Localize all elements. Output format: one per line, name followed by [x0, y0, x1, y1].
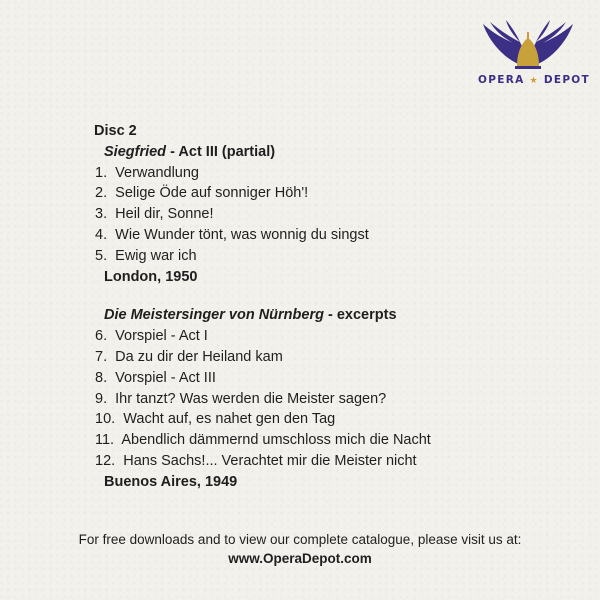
footer-text: For free downloads and to view our complete catalogue, please visit us at:	[78, 532, 522, 547]
track-item	[94, 389, 564, 410]
logo-wordmark	[478, 74, 591, 86]
track-title: Vorspiel - Act III	[115, 369, 216, 386]
track-number: 8.	[95, 369, 108, 386]
tracklist	[94, 121, 564, 493]
winged-dome-icon	[478, 18, 578, 74]
recording-venue: Buenos Aires, 1949	[104, 473, 238, 490]
track-item	[94, 204, 564, 225]
track-title: Vorspiel - Act I	[115, 328, 208, 345]
work-name: Die Meistersinger von Nürnberg	[104, 307, 324, 324]
work-separator: -	[166, 143, 179, 160]
track-item	[94, 451, 564, 472]
logo-word-depot: DEPOT	[543, 74, 591, 86]
track-number: 5.	[95, 247, 108, 264]
work-separator: -	[323, 307, 337, 324]
work-section: excerpts	[336, 307, 397, 324]
logo-star-icon: ★	[529, 76, 539, 86]
website-link[interactable]: www.OperaDepot.com	[228, 551, 372, 566]
recording-venue: London, 1950	[104, 268, 198, 285]
track-title: Ihr tanzt? Was werden die Meister sagen?	[115, 390, 387, 407]
track-title: Hans Sachs!... Verachtet mir die Meister nicht	[123, 452, 417, 469]
track-number: 3.	[95, 206, 108, 223]
track-number: 12.	[95, 452, 116, 469]
track-item	[94, 163, 564, 184]
track-number: 4.	[95, 226, 108, 243]
track-number: 6.	[95, 328, 108, 345]
track-item	[94, 183, 564, 204]
work-section: Act III (partial)	[178, 143, 276, 160]
track-title: Da zu dir der Heiland kam	[115, 348, 283, 365]
disc-title: Disc 2	[94, 123, 137, 139]
track-title: Selige Öde auf sonniger Höh'!	[115, 185, 309, 202]
track-title: Ewig war ich	[115, 247, 197, 264]
track-item	[94, 347, 564, 368]
track-number: 2.	[95, 185, 108, 202]
work-heading-meistersinger	[94, 305, 564, 326]
section-gap	[94, 287, 564, 305]
track-item	[94, 409, 564, 430]
track-number: 7.	[95, 348, 108, 365]
track-item	[94, 430, 564, 451]
track-item	[94, 368, 564, 389]
track-title: Abendlich dämmernd umschloss mich die Nacht	[121, 432, 431, 449]
track-title: Verwandlung	[115, 164, 199, 181]
track-number: 9.	[95, 390, 108, 407]
track-title: Wacht auf, es nahet gen den Tag	[123, 411, 336, 428]
work-heading-siegfried	[94, 142, 564, 163]
track-item	[94, 326, 564, 347]
track-number: 11.	[95, 432, 115, 449]
track-title: Wie Wunder tönt, was wonnig du singst	[115, 226, 369, 243]
track-item	[94, 246, 564, 267]
track-number: 1.	[95, 164, 108, 181]
footer	[0, 530, 600, 568]
track-number: 10.	[95, 411, 116, 428]
track-item	[94, 225, 564, 246]
logo-word-opera: OPERA	[478, 74, 525, 86]
track-title: Heil dir, Sonne!	[115, 206, 214, 223]
opera-depot-logo	[478, 18, 591, 90]
work-name: Siegfried	[104, 143, 167, 160]
